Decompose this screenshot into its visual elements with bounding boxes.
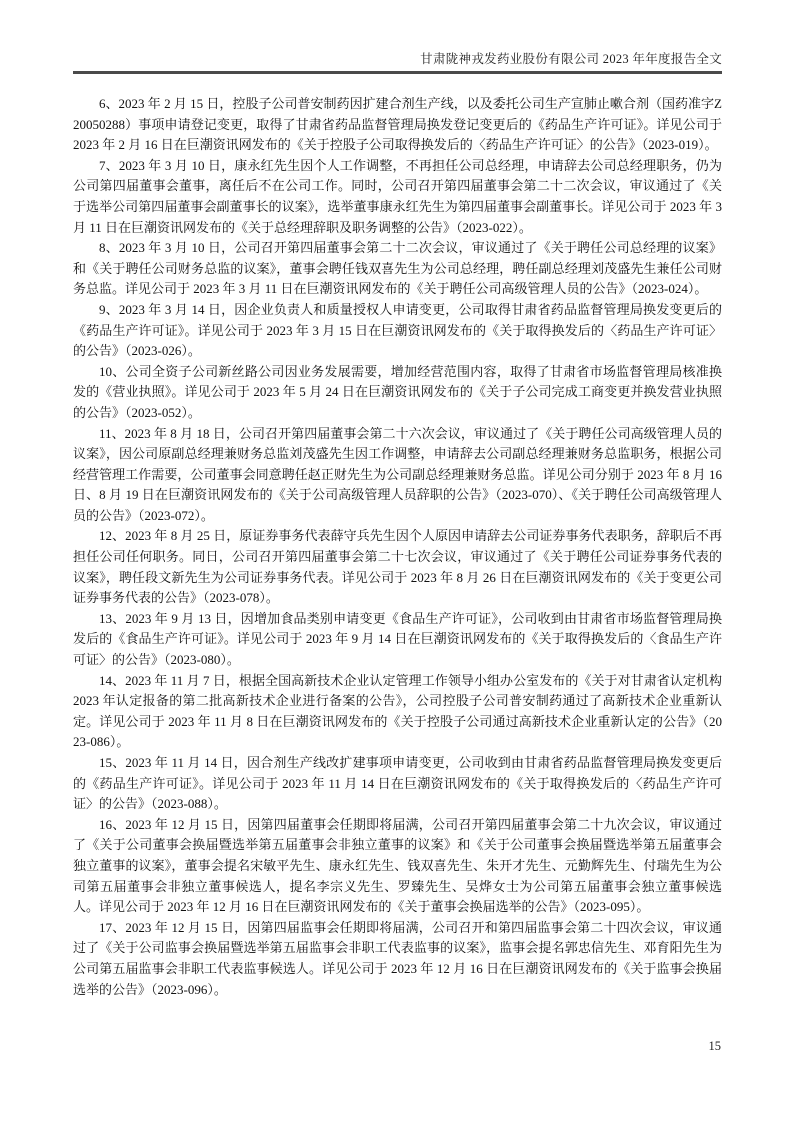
report-header-title: 甘肃陇神戎发药业股份有限公司 2023 年年度报告全文 — [420, 52, 722, 66]
report-paragraph-10: 10、公司全资子公司新丝路公司因业务发展需要，增加经营范围内容，取得了甘肃省市场监督管理局核准换发的《营业执照》。详见公司于 2023 年 5 月 24 日在巨潮资讯网发布的《关于子公司完成工商变更并换发营业执照的公告》（2023-052）。 — [73, 363, 722, 420]
report-paragraph-17: 17、2023 年 12 月 15 日，因第四届监事会任期即将届满，公司召开和第四届监事会第二十四次会议，审议通过了《关于公司监事会换届暨选举第五届监事会非职工代表监事的议案》，监事会提名郭忠信先生、邓育阳先生为公司第五届监事会非职工代表监事候选人。详见公司于 2023 年 12 月 16 日在巨潮资讯网发布的《关于监事会换届选举的公告》（2023-096）。 — [73, 919, 722, 997]
header-divider — [73, 71, 722, 74]
page-header — [73, 51, 722, 74]
report-paragraph-15: 15、2023 年 11 月 14 日，因合剂生产线改扩建事项申请变更，公司收到由甘肃省药品监督管理局换发变更后的《药品生产许可证》。详见公司于 2023 年 11 月 14 日在巨潮资讯网发布的《关于取得换发后的〈药品生产许可证〉的公告》（2023-088）。 — [73, 755, 722, 812]
report-paragraph-9: 9、2023 年 3 月 14 日，因企业负责人和质量授权人申请变更，公司取得甘肃省药品监督管理局换发变更后的《药品生产许可证》。详见公司于 2023 年 3 月 15 日在巨潮资讯网发布的《关于取得换发后的〈药品生产许可证〉的公告》（2023-026）。 — [73, 301, 722, 359]
report-body — [73, 94, 722, 1000]
report-paragraph-14: 14、2023 年 11 月 7 日，根据全国高新技术企业认定管理工作领导小组办公室发布的《关于对甘肃省认定机构 2023 年认定报备的第二批高新技术企业进行备案的公告》，公司控股子公司普安制药通过了高新技术企业重新认定。详见公司于 2023 年 11 月 8 日在巨潮资讯网发布的《关于控股子公司通过高新技术企业重新认定的公告》（2023-086）。 — [73, 672, 722, 750]
report-paragraph-12: 12、2023 年 8 月 25 日，原证券事务代表薛守兵先生因个人原因申请辞去公司证券事务代表职务，辞职后不再担任公司任何职务。同日，公司召开第四届董事会第二十七次会议，审议通过了《关于聘任公司证券事务代表的议案》，聘任段文新先生为公司证券事务代表。详见公司于 2023 年 8 月 26 日在巨潮资讯网发布的《关于变更公司证券事务代表的公告》（2023-078）。 — [73, 528, 722, 606]
page-number: 15 — [708, 1039, 721, 1053]
report-paragraph-11: 11、2023 年 8 月 18 日，公司召开第四届董事会第二十六次会议，审议通过了《关于聘任公司高级管理人员的议案》，因公司原副总经理兼财务总监刘茂盛先生因工作调整，申请辞去公司副总经理兼财务总监职务，根据公司经营管理工作需要，公司董事会同意聘任赵正财先生为公司副总经理兼财务总监。详见公司分别于 2023 年 8 月 16 日、8 月 19 日在巨潮资讯网发布的《关于公司高级管理人员辞职的公告》（2023-070）、《关于聘任公司高级管理人员的公告》（2023-072）。 — [73, 425, 722, 523]
report-paragraph-6: 6、2023 年 2 月 15 日，控股子公司普安制药因扩建合剂生产线，以及委托公司生产宣肺止嗽合剂（国药准字Z20050288）事项申请登记变更，取得了甘肃省药品监督管理局换发登记变更后的《药品生产许可证》。详见公司于 2023 年 2 月 16 日在巨潮资讯网发布的《关于控股子公司取得换发后的〈药品生产许可证〉的公告》（2023-019）。 — [73, 96, 722, 153]
report-paragraph-7: 7、2023 年 3 月 10 日，康永红先生因个人工作调整，不再担任公司总经理，申请辞去公司总经理职务，仍为公司第四届董事会董事，离任后不在公司工作。同时，公司召开第四届董事会第二十二次会议，审议通过了《关于选举公司第四届董事会副董事长的议案》，选举董事康永红先生为第四届董事会副董事长。详见公司于 2023 年 3 月 11 日在巨潮资讯网发布的《关于总经理辞职及职务调整的公告》（2023-022）。 — [73, 157, 722, 235]
report-paragraph-16: 16、2023 年 12 月 15 日，因第四届董事会任期即将届满，公司召开第四届董事会第二十九次会议，审议通过了《关于公司董事会换届暨选举第五届董事会非独立董事的议案》和《关于公司董事会换届暨选举第五届董事会独立董事的议案》，董事会提名宋敏平先生、康永红先生、钱双喜先生、朱开才先生、元勤辉先生、付瑞先生为公司第五届董事会非独立董事候选人，提名李宗义先生、罗臻先生、吴烨女士为公司第五届董事会独立董事候选人。详见公司于 2023 年 12 月 16 日在巨潮资讯网发布的《关于董事会换届选举的公告》（2023-095）。 — [73, 816, 722, 915]
report-paragraph-13: 13、2023 年 9 月 13 日，因增加食品类别申请变更《食品生产许可证》，公司收到由甘肃省市场监督管理局换发后的《食品生产许可证》。详见公司于 2023 年 9 月 14 日在巨潮资讯网发布的《关于取得换发后的〈食品生产许可证〉的公告》（2023-080）。 — [73, 610, 722, 668]
report-paragraph-8: 8、2023 年 3 月 10 日，公司召开第四届董事会第二十二次会议，审议通过了《关于聘任公司总经理的议案》和《关于聘任公司财务总监的议案》，董事会聘任钱双喜先生为公司总经理，聘任副总经理刘茂盛先生兼任公司财务总监。详见公司于 2023 年 3 月 11 日在巨潮资讯网发布的《关于聘任公司高级管理人员的公告》（2023-024）。 — [73, 240, 722, 297]
